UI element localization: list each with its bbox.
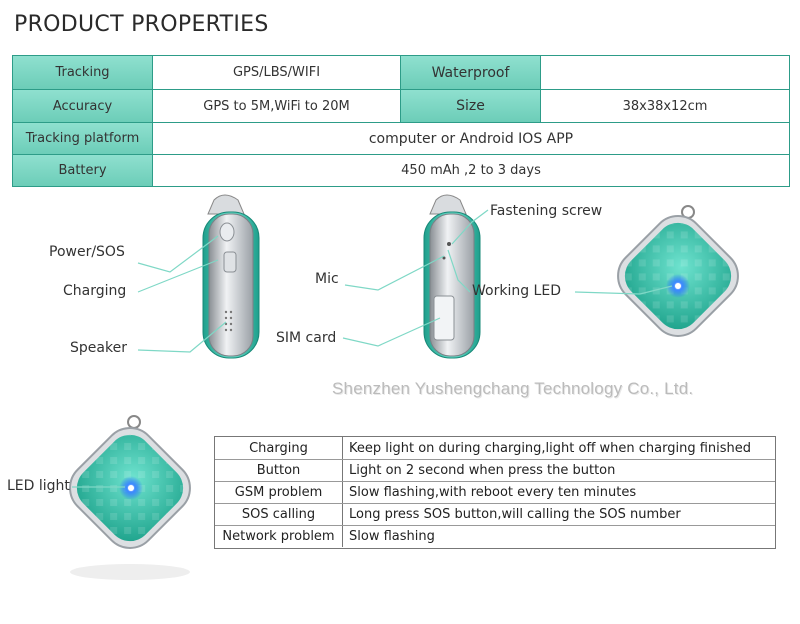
led-row-desc: Light on 2 second when press the button [349, 463, 616, 478]
led-row-name: Button [215, 460, 343, 481]
size-label: Size [401, 90, 541, 122]
waterproof-label: Waterproof [401, 56, 541, 89]
led-row-name: GSM problem [215, 482, 343, 503]
accuracy-value: GPS to 5M,WiFi to 20M [153, 90, 401, 122]
callout-led-light: LED light [7, 478, 70, 494]
led-row-name: Charging [215, 437, 343, 459]
callout-working-led: Working LED [472, 283, 561, 299]
battery-label: Battery [13, 155, 153, 186]
table-row [215, 481, 775, 503]
callout-fastening-screw: Fastening screw [490, 203, 603, 219]
table-row [215, 459, 775, 481]
size-value: 38x38x12cm [541, 90, 789, 122]
led-row-desc: Slow flashing,with reboot every ten minutes [349, 485, 637, 500]
led-row-desc: Keep light on during charging,light off when charging finished [349, 440, 752, 456]
callout-sim-card: SIM card [276, 330, 337, 346]
led-row-name: Network problem [215, 526, 343, 547]
led-row-name: SOS calling [215, 504, 343, 525]
callout-power-sos: Power/SOS [49, 244, 125, 260]
tracking-label: Tracking [13, 56, 153, 89]
platform-label: Tracking platform [13, 123, 153, 154]
table-row [215, 525, 775, 547]
callout-mic: Mic [315, 271, 339, 287]
led-status-table [214, 436, 776, 549]
device-led-light [59, 416, 200, 580]
platform-value: computer or Android IOS APP [153, 123, 789, 154]
tracking-value: GPS/LBS/WIFI [153, 56, 401, 89]
device-front-view [607, 205, 748, 346]
led-row-desc: Slow flashing [349, 529, 435, 544]
page-title: PRODUCT PROPERTIES [14, 12, 269, 37]
accuracy-label: Accuracy [13, 90, 153, 122]
table-row [215, 437, 775, 459]
battery-value: 450 mAh ,2 to 3 days [153, 155, 789, 186]
callout-speaker: Speaker [70, 340, 127, 356]
callout-charging: Charging [63, 283, 127, 299]
table-row [215, 503, 775, 525]
led-row-desc: Long press SOS button,will calling the SOS number [349, 507, 681, 522]
company-watermark: Shenzhen Yushengchang Technology Co., Ltd. [332, 379, 694, 398]
device-side-view-2 [424, 195, 480, 358]
